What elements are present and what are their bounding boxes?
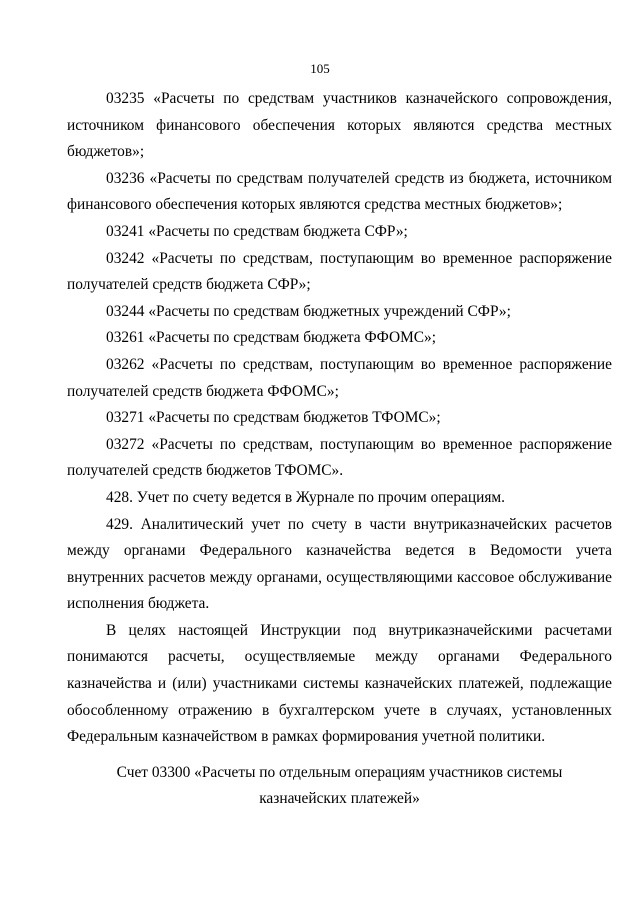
section-heading (67, 760, 612, 813)
paragraph-03244: 03244 «Расчеты по средствам бюджетных учреждений СФР»; (106, 302, 511, 320)
paragraph-03261: 03261 «Расчеты по средствам бюджета ФФОМС»; (106, 329, 436, 347)
page-number: 105 (310, 61, 330, 76)
paragraph-429: 429. Аналитический учет по счету в части внутриказначейских расчетов между органами Федерального казначейства ведется в Ведомости учета внутренних расчетов между органами, осуществляющими кассовое обслуживание исполнения бюджета. (67, 515, 612, 613)
paragraph-03235: 03235 «Расчеты по средствам участников казначейского сопровождения, источником финансового обеспечения которых являются средства местных бюджетов»; (67, 90, 612, 161)
paragraph-03272: 03272 «Расчеты по средствам, поступающим во временное распоряжение получателей средств бюджетов ТФОМС». (67, 435, 612, 480)
paragraph-03241: 03241 «Расчеты по средствам бюджета СФР»; (106, 222, 408, 240)
section-heading-line-1: Счет 03300 «Расчеты по отдельным операциям участников системы (116, 763, 563, 781)
section-heading-line-2: казначейских платежей» (259, 790, 420, 808)
paragraph-03262: 03262 «Расчеты по средствам, поступающим во временное распоряжение получателей средств бюджета ФФОМС»; (67, 355, 612, 400)
paragraph-03271: 03271 «Расчеты по средствам бюджетов ТФОМС»; (106, 409, 441, 427)
paragraph-03242: 03242 «Расчеты по средствам, поступающим во временное распоряжение получателей средств бюджета СФР»; (67, 249, 612, 294)
paragraph-internal-settlements-definition: В целях настоящей Инструкции под внутриказначейскими расчетами понимаются расчеты, осуществляемые между органами Федерального казначейства и (или) участниками системы казначейских платежей, подлежащие обособленному отражению в бухгалтерском учете в случаях, установленных Федеральным казначейством в рамках формирования учетной политики. (67, 621, 612, 746)
paragraph-428: 428. Учет по счету ведется в Журнале по прочим операциям. (106, 488, 506, 506)
paragraph-03236: 03236 «Расчеты по средствам получателей средств из бюджета, источником финансового обеспечения которых являются средства местных бюджетов»; (67, 169, 612, 214)
page-body (67, 86, 612, 813)
